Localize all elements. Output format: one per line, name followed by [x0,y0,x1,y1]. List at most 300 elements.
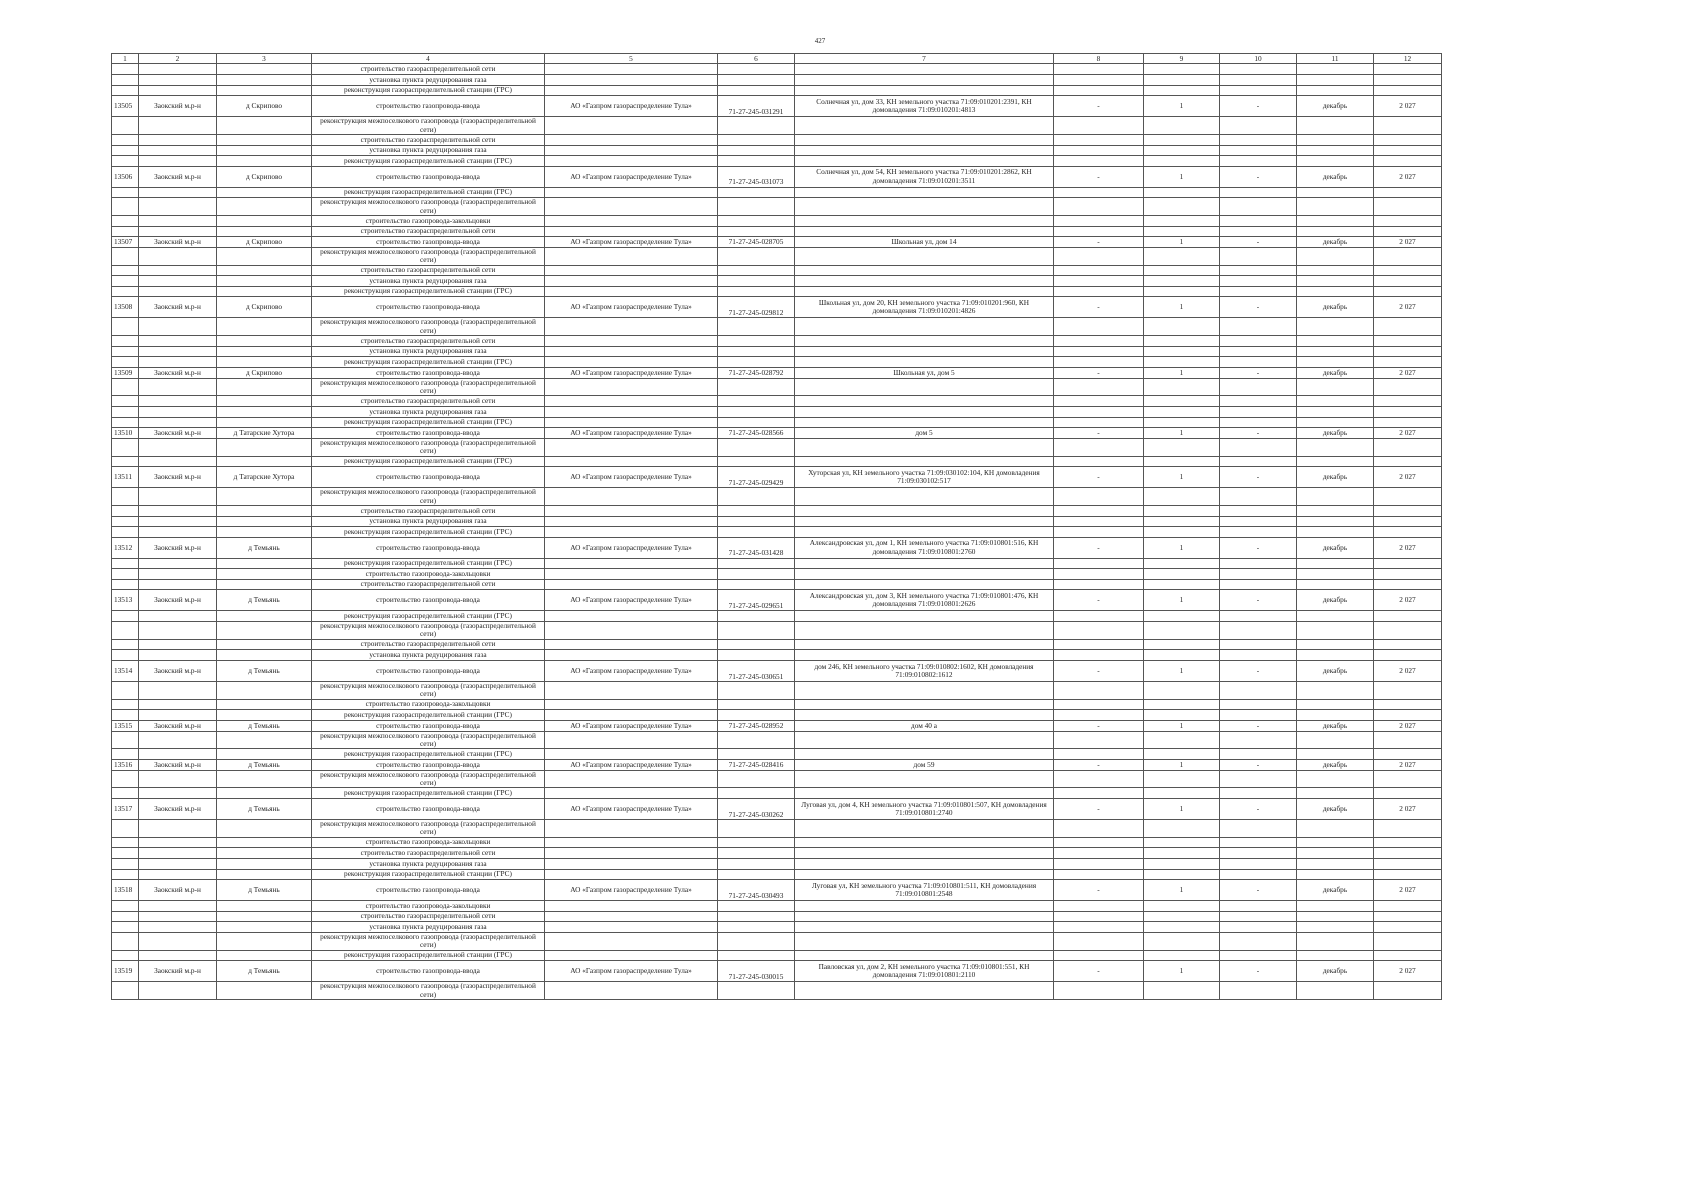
organization-cell [545,85,718,96]
col-9-cell [1144,406,1220,417]
work-type-cell: установка пункта редуцирования газа [312,346,545,357]
col-8-cell: - [1054,166,1144,187]
row-number-cell [112,265,139,276]
application-number-cell: 71-27-245-030015 [718,961,795,982]
column-header-9: 9 [1144,54,1220,64]
col-8-cell: - [1054,721,1144,732]
row-number-cell [112,276,139,287]
application-number-cell [718,336,795,347]
application-number-cell [718,438,795,456]
address-cell: Школьная ул, дом 20, КН земельного участка 71:09:010201:960, КН домовладения 71:09:010201:4826 [795,297,1054,318]
settlement-cell [217,901,312,912]
col-10-cell [1220,488,1297,506]
month-cell [1297,950,1374,961]
row-number-cell [112,456,139,467]
address-cell: Солнечная ул, дом 33, КН земельного участка 71:09:010201:2391, КН домовладения 71:09:010201:4813 [795,96,1054,117]
table-row-entry [112,96,1442,117]
month-cell [1297,770,1374,788]
application-number-cell [718,417,795,428]
work-type-cell: строительство газопровода-ввода [312,467,545,488]
address-cell [795,731,1054,749]
work-type-cell: реконструкция межпоселкового газопровода (газораспределительной сети) [312,117,545,135]
col-10-cell [1220,85,1297,96]
year-cell [1374,286,1442,297]
col-10-cell [1220,226,1297,237]
row-number-cell [112,858,139,869]
organization-cell: АО «Газпром газораспределение Тула» [545,368,718,379]
work-type-cell: реконструкция газораспределительной станции (ГРС) [312,286,545,297]
year-cell [1374,682,1442,700]
organization-cell [545,216,718,227]
col-8-cell [1054,837,1144,848]
col-9-cell: 1 [1144,880,1220,901]
col-8-cell [1054,650,1144,661]
year-cell [1374,156,1442,167]
col-8-cell [1054,527,1144,538]
year-cell [1374,731,1442,749]
col-9-cell [1144,650,1220,661]
work-type-cell: реконструкция межпоселкового газопровода (газораспределительной сети) [312,982,545,1000]
work-type-cell: строительство газопровода-ввода [312,590,545,611]
organization-cell [545,558,718,569]
row-number-cell [112,639,139,650]
table-row [112,682,1442,700]
work-type-cell: реконструкция газораспределительной станции (ГРС) [312,187,545,198]
col-10-cell [1220,611,1297,622]
application-number-cell [718,396,795,407]
table-row [112,869,1442,880]
month-cell [1297,932,1374,950]
settlement-cell: д Темьянь [217,590,312,611]
application-number-cell [718,276,795,287]
district-cell [139,819,217,837]
application-number-cell [718,134,795,145]
row-number-cell [112,357,139,368]
application-number-cell [718,85,795,96]
col-8-cell: - [1054,961,1144,982]
work-type-cell: строительство газопровода-ввода [312,759,545,770]
settlement-cell: д Темьянь [217,721,312,732]
district-cell [139,950,217,961]
row-number-cell [112,336,139,347]
organization-cell: АО «Газпром газораспределение Тула» [545,237,718,248]
month-cell [1297,226,1374,237]
month-cell [1297,156,1374,167]
col-8-cell [1054,622,1144,640]
table-row [112,216,1442,227]
district-cell [139,749,217,760]
settlement-cell [217,837,312,848]
year-cell: 2 027 [1374,661,1442,682]
year-cell [1374,357,1442,368]
col-9-cell [1144,396,1220,407]
organization-cell: АО «Газпром газораспределение Тула» [545,661,718,682]
year-cell [1374,438,1442,456]
col-10-cell [1220,346,1297,357]
col-10-cell [1220,198,1297,216]
col-9-cell [1144,226,1220,237]
application-number-cell [718,156,795,167]
organization-cell: АО «Газпром газораспределение Тула» [545,537,718,558]
work-type-cell: строительство газопровода-закольцовки [312,837,545,848]
row-number-cell [112,488,139,506]
col-10-cell [1220,117,1297,135]
month-cell [1297,64,1374,75]
address-cell [795,438,1054,456]
application-number-cell [718,731,795,749]
month-cell [1297,848,1374,859]
col-8-cell [1054,396,1144,407]
settlement-cell [217,819,312,837]
address-cell: дом 5 [795,428,1054,439]
month-cell [1297,819,1374,837]
organization-cell: АО «Газпром газораспределение Тула» [545,880,718,901]
work-type-cell: строительство газопровода-закольцовки [312,216,545,227]
settlement-cell: д Темьянь [217,961,312,982]
col-10-cell [1220,286,1297,297]
month-cell [1297,901,1374,912]
col-10-cell: - [1220,166,1297,187]
row-number-cell [112,901,139,912]
settlement-cell [217,216,312,227]
month-cell [1297,187,1374,198]
col-10-cell [1220,527,1297,538]
work-type-cell: строительство газопровода-ввода [312,798,545,819]
settlement-cell [217,770,312,788]
col-9-cell [1144,911,1220,922]
col-10-cell [1220,247,1297,265]
address-cell [795,911,1054,922]
work-type-cell: строительство газораспределительной сети [312,134,545,145]
application-number-cell [718,770,795,788]
work-type-cell: строительство газораспределительной сети [312,579,545,590]
organization-cell [545,456,718,467]
organization-cell [545,276,718,287]
row-number-cell [112,216,139,227]
month-cell [1297,622,1374,640]
district-cell: Заокский м.р-н [139,297,217,318]
organization-cell: АО «Газпром газораспределение Тула» [545,798,718,819]
settlement-cell: д Скрипово [217,297,312,318]
district-cell [139,357,217,368]
row-number-cell [112,710,139,721]
table-row [112,117,1442,135]
month-cell [1297,869,1374,880]
work-type-cell: реконструкция межпоселкового газопровода (газораспределительной сети) [312,318,545,336]
settlement-cell [217,858,312,869]
settlement-cell [217,226,312,237]
address-cell: дом 59 [795,759,1054,770]
application-number-cell [718,749,795,760]
application-number-cell [718,286,795,297]
column-header-4: 4 [312,54,545,64]
table-row-entry [112,721,1442,732]
col-8-cell: - [1054,590,1144,611]
district-cell [139,276,217,287]
table-row [112,276,1442,287]
month-cell: декабрь [1297,590,1374,611]
row-number-cell: 13509 [112,368,139,379]
month-cell [1297,505,1374,516]
year-cell [1374,417,1442,428]
work-type-cell: реконструкция межпоселкового газопровода (газораспределительной сети) [312,622,545,640]
year-cell: 2 027 [1374,368,1442,379]
col-8-cell: - [1054,661,1144,682]
col-10-cell: - [1220,961,1297,982]
month-cell [1297,117,1374,135]
col-8-cell: - [1054,297,1144,318]
settlement-cell [217,650,312,661]
col-8-cell [1054,869,1144,880]
col-8-cell [1054,117,1144,135]
row-number-cell: 13508 [112,297,139,318]
settlement-cell [217,396,312,407]
settlement-cell [217,265,312,276]
year-cell [1374,346,1442,357]
application-number-cell [718,837,795,848]
organization-cell [545,837,718,848]
col-8-cell: - [1054,96,1144,117]
work-type-cell: реконструкция газораспределительной станции (ГРС) [312,611,545,622]
column-header-5: 5 [545,54,718,64]
organization-cell: АО «Газпром газораспределение Тула» [545,96,718,117]
work-type-cell: строительство газопровода-ввода [312,880,545,901]
organization-cell [545,74,718,85]
organization-cell [545,788,718,799]
organization-cell [545,911,718,922]
organization-cell: АО «Газпром газораспределение Тула» [545,721,718,732]
application-number-cell [718,650,795,661]
row-number-cell [112,156,139,167]
settlement-cell [217,438,312,456]
month-cell: декабрь [1297,368,1374,379]
col-9-cell [1144,819,1220,837]
table-row-entry [112,428,1442,439]
row-number-cell [112,378,139,396]
address-cell [795,982,1054,1000]
organization-cell [545,406,718,417]
settlement-cell: д Темьянь [217,798,312,819]
address-cell [795,406,1054,417]
work-type-cell: строительство газораспределительной сети [312,396,545,407]
work-type-cell: реконструкция межпоселкового газопровода (газораспределительной сети) [312,819,545,837]
district-cell [139,117,217,135]
col-10-cell [1220,64,1297,75]
table-row [112,858,1442,869]
settlement-cell [217,516,312,527]
month-cell: декабрь [1297,721,1374,732]
address-cell [795,318,1054,336]
month-cell: декабрь [1297,237,1374,248]
district-cell: Заокский м.р-н [139,961,217,982]
application-number-cell [718,611,795,622]
settlement-cell [217,488,312,506]
row-number-cell [112,932,139,950]
work-type-cell: установка пункта редуцирования газа [312,74,545,85]
year-cell [1374,117,1442,135]
settlement-cell [217,378,312,396]
table-row [112,922,1442,933]
address-cell [795,516,1054,527]
district-cell [139,770,217,788]
col-8-cell [1054,731,1144,749]
district-cell: Заокский м.р-н [139,368,217,379]
application-number-cell: 71-27-245-029429 [718,467,795,488]
col-9-cell [1144,276,1220,287]
application-number-cell: 71-27-245-031291 [718,96,795,117]
table-row-entry [112,237,1442,248]
col-9-cell [1144,134,1220,145]
application-number-cell [718,710,795,721]
district-cell [139,788,217,799]
organization-cell [545,982,718,1000]
application-number-cell [718,932,795,950]
table-row [112,417,1442,428]
row-number-cell [112,950,139,961]
month-cell [1297,396,1374,407]
column-header-12: 12 [1374,54,1442,64]
application-number-cell [718,869,795,880]
address-cell [795,710,1054,721]
year-cell [1374,639,1442,650]
col-10-cell [1220,622,1297,640]
address-cell [795,336,1054,347]
col-10-cell [1220,731,1297,749]
table-row-entry [112,590,1442,611]
year-cell [1374,869,1442,880]
col-8-cell [1054,932,1144,950]
col-8-cell [1054,639,1144,650]
table-row [112,527,1442,538]
col-10-cell [1220,911,1297,922]
row-number-cell [112,982,139,1000]
col-9-cell [1144,336,1220,347]
organization-cell [545,156,718,167]
district-cell [139,438,217,456]
application-number-cell [718,682,795,700]
year-cell: 2 027 [1374,297,1442,318]
row-number-cell [112,74,139,85]
year-cell [1374,276,1442,287]
table-row [112,134,1442,145]
organization-cell [545,731,718,749]
settlement-cell [217,286,312,297]
year-cell: 2 027 [1374,961,1442,982]
address-cell [795,558,1054,569]
work-type-cell: строительство газопровода-ввода [312,428,545,439]
application-number-cell [718,346,795,357]
year-cell [1374,64,1442,75]
col-9-cell [1144,788,1220,799]
row-number-cell: 13513 [112,590,139,611]
organization-cell: АО «Газпром газораспределение Тула» [545,961,718,982]
address-cell: Хуторская ул, КН земельного участка 71:09:030102:104, КН домовладения 71:09:030102:517 [795,467,1054,488]
table-row [112,198,1442,216]
address-cell [795,869,1054,880]
month-cell [1297,216,1374,227]
application-number-cell [718,378,795,396]
row-number-cell [112,837,139,848]
month-cell [1297,682,1374,700]
col-9-cell: 1 [1144,798,1220,819]
col-10-cell [1220,819,1297,837]
work-type-cell: реконструкция газораспределительной станции (ГРС) [312,156,545,167]
district-cell [139,901,217,912]
col-9-cell [1144,837,1220,848]
table-row [112,731,1442,749]
application-number-cell: 71-27-245-030493 [718,880,795,901]
col-9-cell [1144,558,1220,569]
settlement-cell: д Темьянь [217,661,312,682]
col-8-cell [1054,558,1144,569]
table-row [112,710,1442,721]
settlement-cell [217,74,312,85]
application-number-cell [718,558,795,569]
organization-cell: АО «Газпром газораспределение Тула» [545,759,718,770]
col-9-cell: 1 [1144,96,1220,117]
col-10-cell: - [1220,798,1297,819]
settlement-cell [217,527,312,538]
settlement-cell [217,682,312,700]
row-number-cell [112,579,139,590]
address-cell [795,346,1054,357]
settlement-cell: д Скрипово [217,96,312,117]
table-row [112,74,1442,85]
column-header-8: 8 [1054,54,1144,64]
application-number-cell [718,187,795,198]
table-row [112,650,1442,661]
year-cell [1374,396,1442,407]
work-type-cell: реконструкция газораспределительной станции (ГРС) [312,527,545,538]
work-type-cell: реконструкция газораспределительной станции (ГРС) [312,788,545,799]
address-cell [795,837,1054,848]
address-cell [795,569,1054,580]
address-cell [795,579,1054,590]
month-cell [1297,145,1374,156]
col-9-cell [1144,318,1220,336]
work-type-cell: строительство газопровода-ввода [312,297,545,318]
col-9-cell [1144,456,1220,467]
table-row [112,558,1442,569]
application-number-cell [718,848,795,859]
col-8-cell [1054,749,1144,760]
col-8-cell [1054,64,1144,75]
col-10-cell [1220,579,1297,590]
col-8-cell [1054,788,1144,799]
row-number-cell [112,848,139,859]
district-cell [139,731,217,749]
application-number-cell: 71-27-245-031428 [718,537,795,558]
col-8-cell [1054,950,1144,961]
table-row [112,226,1442,237]
year-cell [1374,611,1442,622]
col-9-cell [1144,858,1220,869]
col-9-cell [1144,187,1220,198]
month-cell [1297,406,1374,417]
settlement-cell [217,276,312,287]
row-number-cell [112,749,139,760]
district-cell: Заокский м.р-н [139,428,217,439]
table-row [112,611,1442,622]
col-10-cell [1220,837,1297,848]
year-cell [1374,516,1442,527]
organization-cell [545,396,718,407]
col-9-cell [1144,901,1220,912]
col-10-cell [1220,187,1297,198]
col-8-cell [1054,982,1144,1000]
month-cell [1297,488,1374,506]
organization-cell [545,488,718,506]
